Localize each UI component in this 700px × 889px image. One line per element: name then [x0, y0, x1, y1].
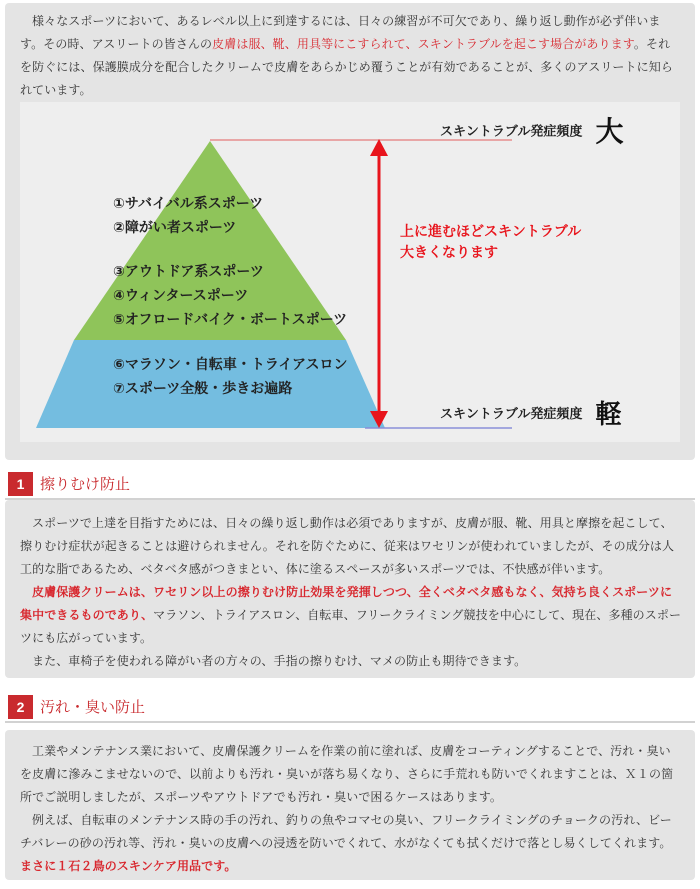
section1-number-badge: 1: [8, 472, 33, 496]
section2-paragraph2: [20, 809, 682, 878]
section2-paragraph2-text: 例えば、自転車のメンテナンス時の手の汚れ、釣りの魚やコマセの臭い、フリークライミングのチョークの汚れ、ビーチバレーの砂の汚れ等、汚れ・臭いの皮膚への浸透を防いでくれて、水がなくても拭くだけで落とし易くしてくれます。: [20, 813, 672, 850]
top-frequency-label: スキントラブル発症頻度: [440, 124, 583, 140]
pyramid-item-6: ⑥マラソン・自転車・トライアスロン: [113, 357, 348, 373]
section1-header: [5, 470, 695, 500]
section2-paragraph1: 工業やメンテナンス業において、皮膚保護クリームを作業の前に塗れば、皮膚をコーティングすることで、汚れ・臭いを皮膚に滲みこませないので、以前よりも汚れ・臭いが落ち易くなり、さらに手荒れも防いでくれますことは、Ｘ１の箇所でご説明しましたが、スポーツやアウトドアでも汚れ・臭いで困るケースはあります。: [20, 744, 674, 804]
pyramid-item-4: ④ウィンタースポーツ: [113, 288, 249, 304]
intro-text-part2: 。それを防ぐには、保護膜成分を配合したクリームで皮膚をあらかじめ覆うことが有効であることが、多くのアスリートに知られています。: [20, 37, 673, 97]
section2-body: [20, 740, 682, 878]
intro-text-part1: 様々なスポーツにおいて、あるレベル以上に到達するには、日々の練習が不可欠であり、繰り返し動作が必ず伴います。その時、アスリートの皆さんの: [20, 14, 661, 51]
section1-body: [20, 512, 682, 673]
intro-highlight: 皮膚は服、靴、用具等にこすられて、スキントラブルを起こす場合があります: [212, 37, 634, 51]
bottom-frequency-mark: 軽: [595, 400, 622, 430]
section2-highlight: まさに１石２鳥のスキンケア用品です。: [20, 859, 237, 873]
section2-number-badge: 2: [8, 695, 33, 719]
bottom-frequency-label: スキントラブル発症頻度: [440, 407, 583, 422]
pyramid-item-1: ①サバイバル系スポーツ: [113, 196, 264, 212]
section2-title: 汚れ・臭い防止: [40, 698, 146, 716]
vertical-arrow: [370, 139, 388, 428]
pyramid-item-7: ⑦スポーツ全般・歩きお遍路: [113, 381, 293, 397]
section1-title: 擦りむけ防止: [40, 475, 131, 493]
pyramid-item-2: ②障がい者スポーツ: [113, 220, 237, 236]
arrow-caption-line1: 上に進むほどスキントラブル: [400, 224, 582, 240]
section2-header: [5, 693, 695, 723]
pyramid-item-3: ③アウトドア系スポーツ: [113, 264, 264, 280]
section1-paragraph2: [20, 581, 682, 650]
pyramid-diagram: [20, 102, 680, 442]
section1-paragraph3: また、車椅子を使われる障がい者の方々の、手指の擦りむけ、マメの防止も期待できます。: [32, 654, 527, 668]
pyramid-item-5: ⑤オフロードバイク・ボートスポーツ: [113, 312, 348, 328]
section1-highlight: 皮膚保護クリームは、ワセリン以上の擦りむけ防止効果を発揮しつつ、全くベタベタ感もなく、気持ち良くスポーツに集中できるものであり、: [20, 585, 673, 622]
arrow-caption-line2: 大きくなります: [400, 245, 498, 261]
section1-paragraph1: スポーツで上達を目指すためには、日々の繰り返し動作は必須でありますが、皮膚が服、靴、用具と摩擦を起こして、擦りむけ症状が起きることは避けられません。それを防ぐために、従来はワセリンが使われていましたが、その成分は人工的な脂であるため、ベタベタ感がつきまとい、体に塗るスペースが多いスポーツでは、不快感が伴います。: [20, 516, 675, 576]
intro-text: [20, 10, 680, 102]
top-frequency-mark: 大: [595, 115, 624, 148]
section1-paragraph2-rest: マラソン、トライアスロン、自転車、フリークライミング競技を中心にして、現在、多種のスポーツにも広がっています。: [20, 608, 682, 645]
